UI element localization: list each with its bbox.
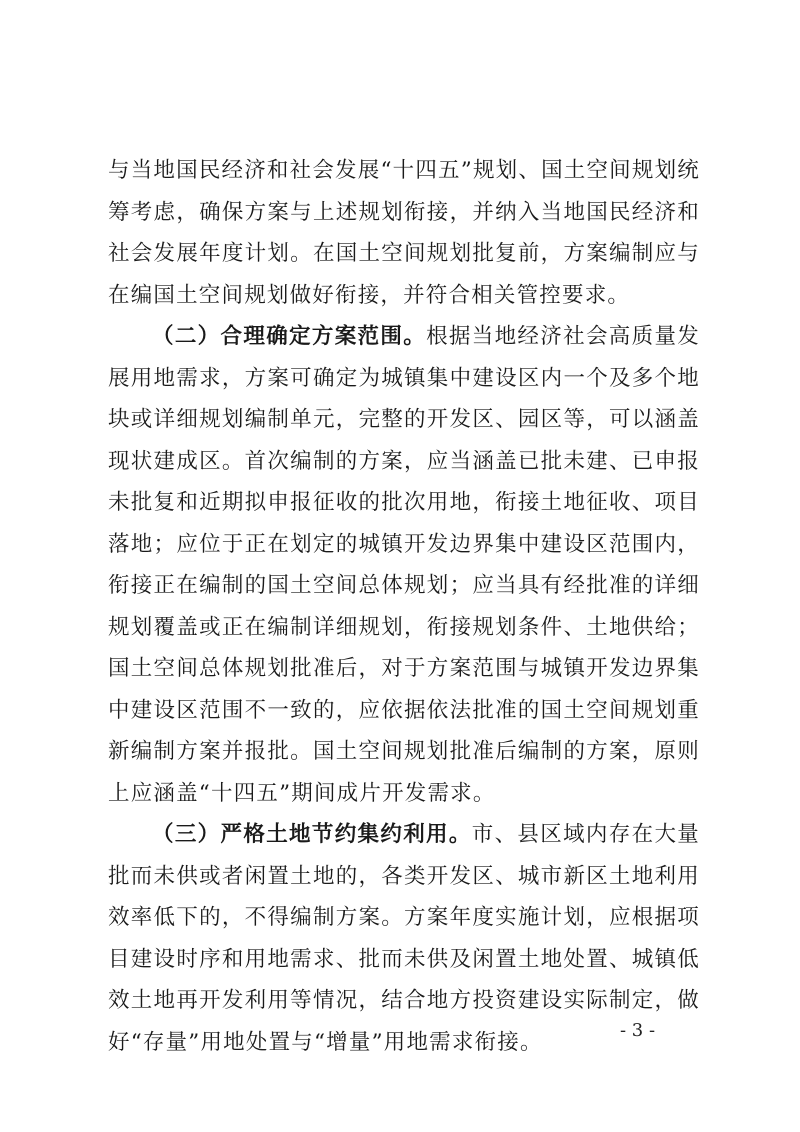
paragraph-text: 市、县区域内存在大量批而未供或者闲置土地的，各类开发区、城市新区土地利用效率低下的，不得编制方案。方案年度实施计划，应根据项目建设时序和用地需求、批而未供及闲置土地处置、城镇低效土地再开发利用等情况，结合地方投资建设实际制定，做好“存量”用地处置与“增量”用地需求衔接。 (108, 822, 700, 1055)
section-heading: （二）合理确定方案范围。 (152, 324, 427, 349)
paragraph-text: 根据当地经济社会高质量发展用地需求，方案可确定为城镇集中建设区内一个及多个地块或详细规划编制单元，完整的开发区、园区等，可以涵盖现状建成区。首次编制的方案，应当涵盖已批未建、已申报未批复和近期拟申报征收的批次用地，衔接土地征收、项目落地；应位于正在划定的城镇开发边界集中建设区范围内，衔接正在编制的国土空间总体规划；应当具有经批准的详细规划覆盖或正在编制详细规划，衔接规划条件、土地供给；国土空间总体规划批准后，对于方案范围与城镇开发边界集中建设区范围不一致的，应依据依法批准的国土空间规划重新编制方案并报批。国土空间规划批准后编制的方案，原则上应涵盖“十四五”期间成片开发需求。 (108, 324, 701, 806)
paragraph-text: 与当地国民经济和社会发展“十四五”规划、国土空间规划统筹考虑，确保方案与上述规划衔接，并纳入当地国民经济和社会发展年度计划。在国土空间规划批复前，方案编制应与在编国土空间规划做好衔接，并符合相关管控要求。 (108, 158, 700, 308)
paragraph-continuation (108, 150, 700, 316)
paragraph-land-use (108, 814, 700, 1063)
page-number: - 3 - (620, 1020, 656, 1041)
document-body (108, 150, 700, 1063)
section-heading: （三）严格土地节约集约利用。 (152, 822, 472, 847)
paragraph-scope (108, 316, 700, 814)
